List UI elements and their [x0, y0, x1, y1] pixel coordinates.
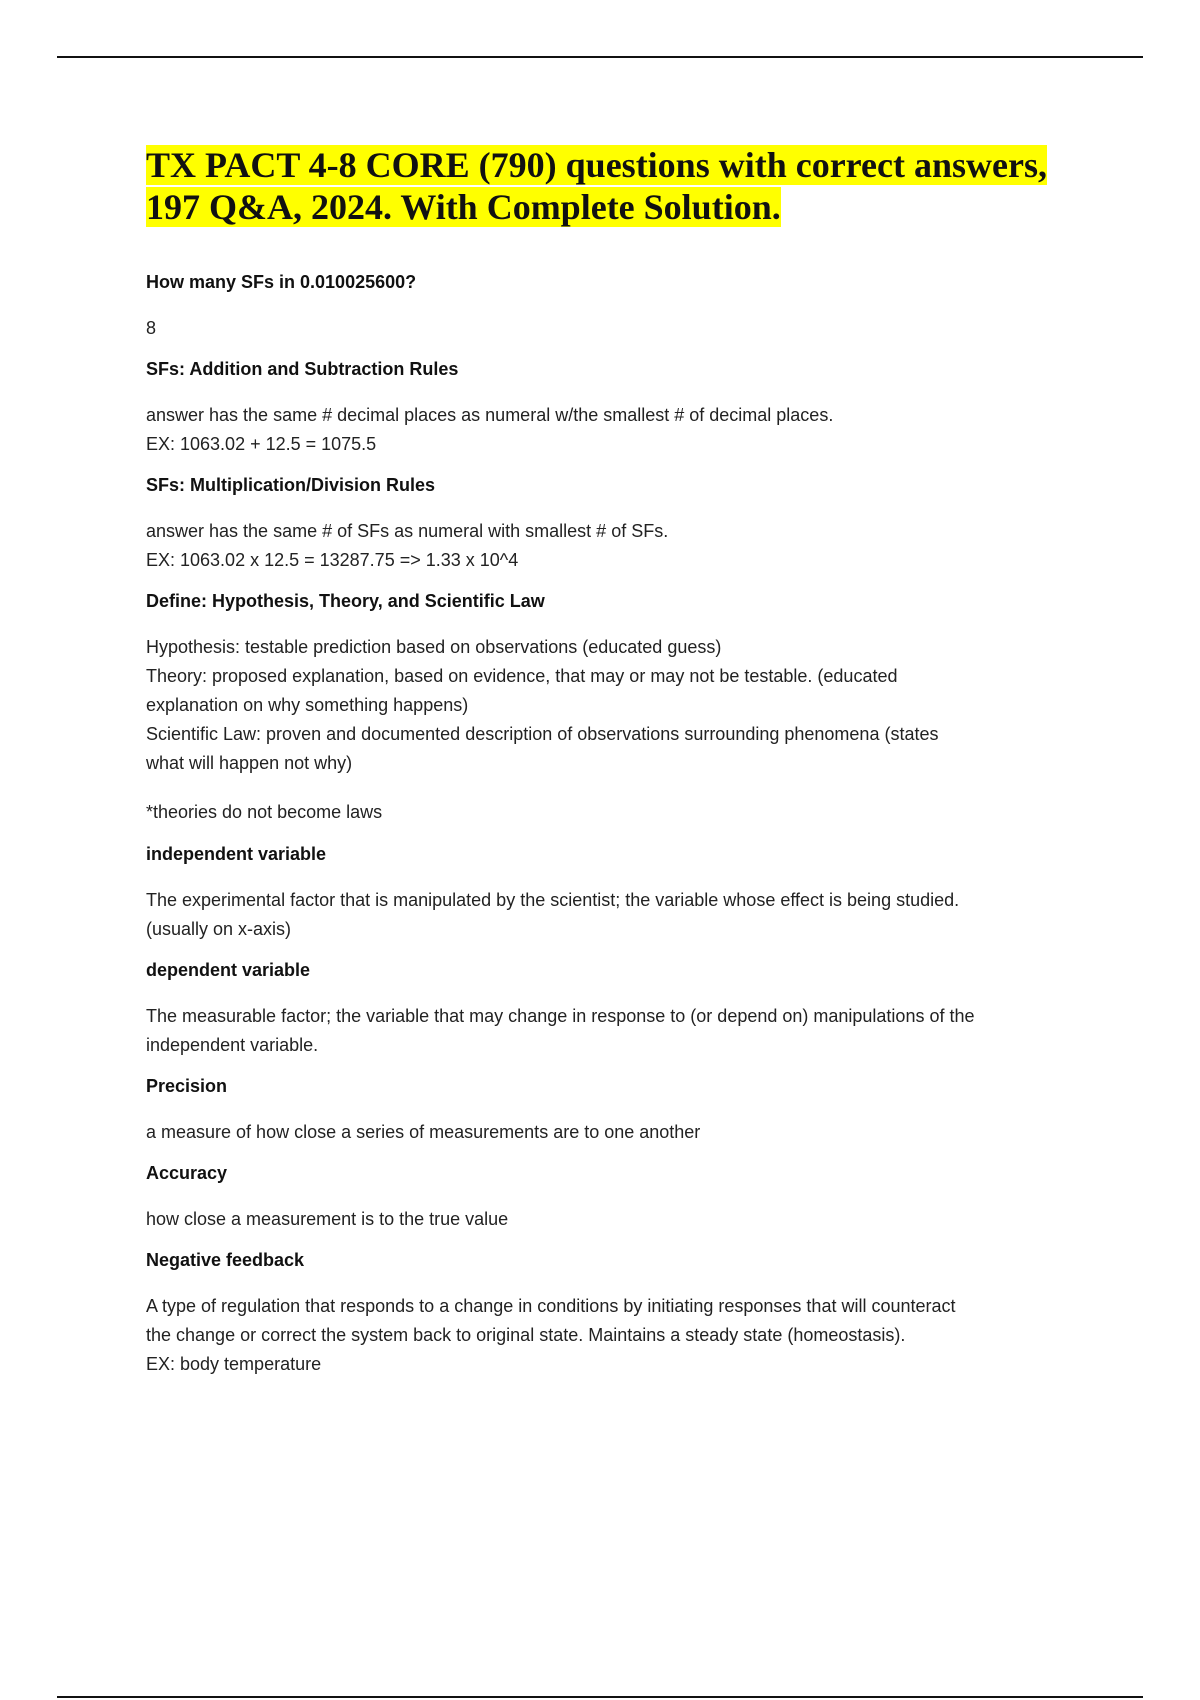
answer-line: independent variable. [146, 1035, 319, 1055]
answer-note: *theories do not become laws [146, 802, 383, 822]
answer-line: The experimental factor that is manipulated by the scientist; the variable whose effect is being studied. [146, 890, 960, 910]
document-body [146, 144, 1090, 1393]
answer-line: answer has the same # of SFs as numeral with smallest # of SFs. [146, 521, 669, 541]
title-line-2: 197 Q&A, 2024. With Complete Solution. [146, 187, 781, 227]
question-heading: independent variable [146, 844, 327, 864]
answer-line: EX: 1063.02 x 12.5 = 13287.75 => 1.33 x 10^4 [146, 550, 519, 570]
question-heading: Precision [146, 1076, 228, 1096]
question-heading: dependent variable [146, 960, 311, 980]
top-rule [57, 56, 1143, 58]
answer-line: a measure of how close a series of measurements are to one another [146, 1122, 701, 1142]
answer-text [146, 1205, 1090, 1234]
answer-text [146, 1002, 1090, 1060]
answer-text [146, 886, 1090, 944]
answer-line: how close a measurement is to the true value [146, 1209, 509, 1229]
question-heading: Define: Hypothesis, Theory, and Scientific Law [146, 591, 545, 611]
question-heading: Accuracy [146, 1163, 228, 1183]
qa-list [146, 270, 1090, 1379]
question-heading: SFs: Addition and Subtraction Rules [146, 359, 459, 379]
question-heading: Negative feedback [146, 1250, 305, 1270]
answer-text [146, 1118, 1090, 1147]
answer-line: what will happen not why) [146, 753, 353, 773]
document-title [146, 144, 1090, 228]
answer-text [146, 517, 1090, 575]
answer-line: Theory: proposed explanation, based on evidence, that may or may not be testable. (educated [146, 666, 898, 686]
answer-text [146, 314, 1090, 343]
answer-line: EX: body temperature [146, 1354, 322, 1374]
answer-line: Scientific Law: proven and documented description of observations surrounding phenomena (states [146, 724, 939, 744]
answer-line: explanation on why something happens) [146, 695, 469, 715]
answer-line: Hypothesis: testable prediction based on observations (educated guess) [146, 637, 722, 657]
title-line-1: TX PACT 4-8 CORE (790) questions with correct answers, [146, 145, 1047, 185]
answer-line: the change or correct the system back to original state. Maintains a steady state (homeostasis). [146, 1325, 906, 1345]
answer-line: 8 [146, 318, 157, 338]
question-heading: How many SFs in 0.010025600? [146, 272, 417, 292]
answer-line: The measurable factor; the variable that may change in response to (or depend on) manipulations of the [146, 1006, 975, 1026]
answer-text [146, 401, 1090, 459]
bottom-rule [57, 1696, 1143, 1698]
answer-line: A type of regulation that responds to a change in conditions by initiating responses that will counteract [146, 1296, 956, 1316]
answer-line: EX: 1063.02 + 12.5 = 1075.5 [146, 434, 377, 454]
question-heading: SFs: Multiplication/Division Rules [146, 475, 436, 495]
answer-line: answer has the same # decimal places as numeral w/the smallest # of decimal places. [146, 405, 834, 425]
answer-text [146, 633, 1090, 778]
answer-line: (usually on x-axis) [146, 919, 292, 939]
answer-text [146, 1292, 1090, 1379]
